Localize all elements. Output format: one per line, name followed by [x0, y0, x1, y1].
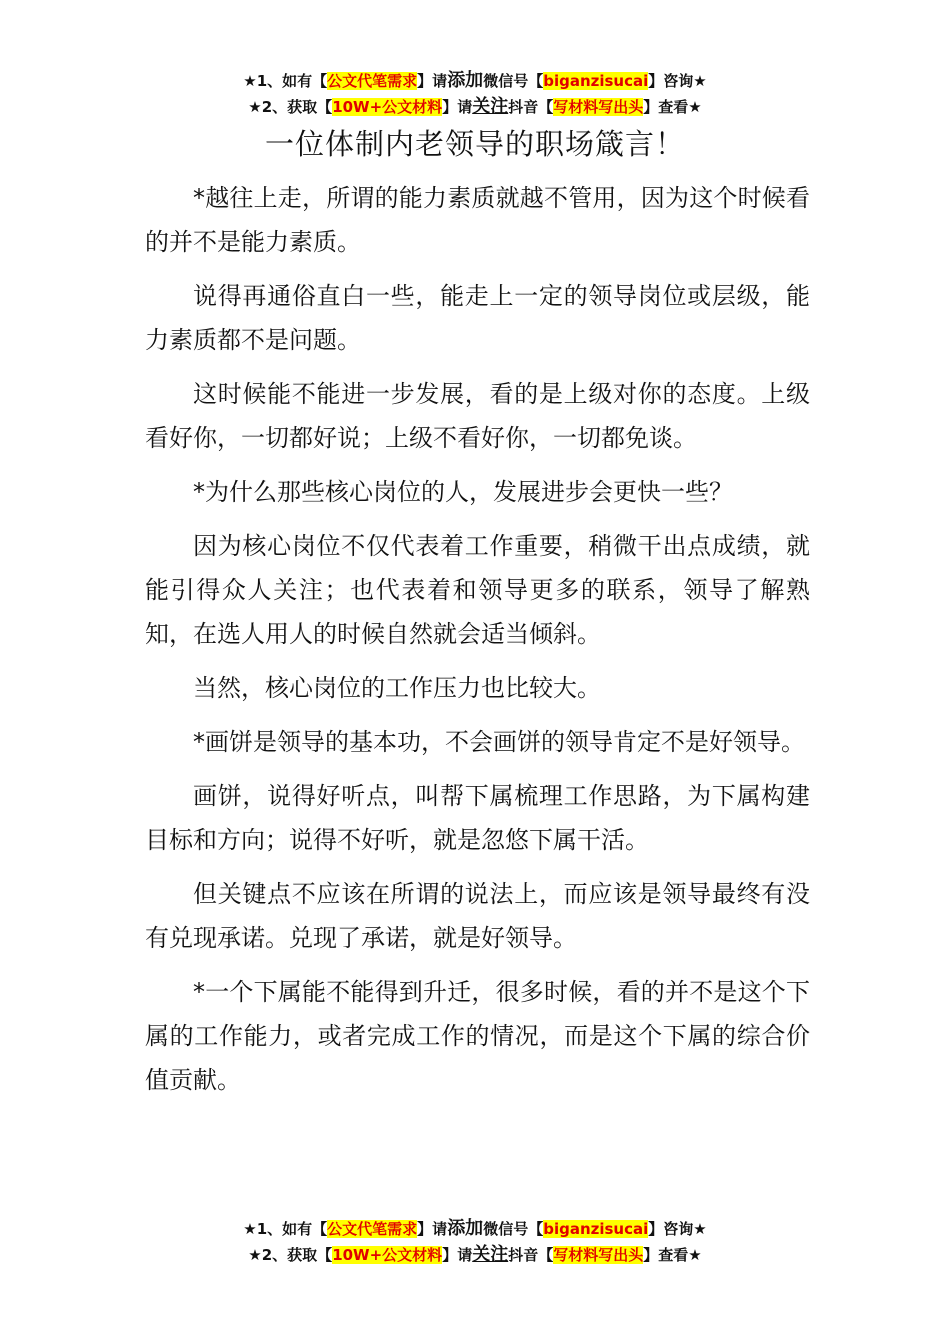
paragraph: 但关键点不应该在所谓的说法上，而应该是领导最终有没有兑现承诺。兑现了承诺，就是好领导。: [145, 880, 810, 952]
page-title: 一位体制内老领导的职场箴言！: [264, 127, 685, 161]
banner-line-2: ★2、获取【10W+公文材料】请关注抖音【写材料写出头】查看★: [248, 96, 702, 117]
emphasis-add: 添加: [447, 70, 484, 91]
paragraph: *为什么那些核心岗位的人，发展进步会更快一些？: [193, 478, 733, 506]
douyin-account: 写材料写出头: [553, 1246, 644, 1264]
paragraph: 说得再通俗直白一些，能走上一定的领导岗位或层级，能力素质都不是问题。: [145, 282, 810, 354]
paragraph: *越往上走，所谓的能力素质就越不管用，因为这个时候看的并不是能力素质。: [145, 184, 810, 256]
paragraph: 这时候能不能进一步发展，看的是上级对你的态度。上级看好你，一切都好说；上级不看好你，一切都免谈。: [145, 380, 810, 452]
promo-banner-top: [0, 68, 950, 120]
emphasis-follow: 关注: [472, 1244, 509, 1265]
paragraph: 因为核心岗位不仅代表着工作重要，稍微干出点成绩，就能引得众人关注；也代表着和领导更多的联系，领导了解熟知，在选人用人的时候自然就会适当倾斜。: [145, 532, 810, 648]
emphasis-follow: 关注: [472, 96, 509, 117]
douyin-account: 写材料写出头: [553, 98, 644, 116]
highlight-materials: 10W+公文材料: [332, 1246, 443, 1264]
promo-banner-bottom: [0, 1216, 950, 1268]
banner-line-2: ★2、获取【10W+公文材料】请关注抖音【写材料写出头】查看★: [248, 1244, 702, 1265]
wechat-id: biganzisucai: [543, 72, 649, 90]
emphasis-add: 添加: [447, 1218, 484, 1239]
paragraph: 当然，核心岗位的工作压力也比较大。: [193, 674, 601, 702]
paragraph: *一个下属能不能得到升迁，很多时候，看的并不是这个下属的工作能力，或者完成工作的情况，而是这个下属的综合价值贡献。: [145, 978, 810, 1094]
paragraph: *画饼是领导的基本功，不会画饼的领导肯定不是好领导。: [193, 728, 805, 756]
paragraph: 画饼，说得好听点，叫帮下属梳理工作思路，为下属构建目标和方向；说得不好听，就是忽悠下属干活。: [145, 782, 810, 854]
highlight-service: 公文代笔需求: [327, 72, 418, 90]
highlight-service: 公文代笔需求: [327, 1220, 418, 1238]
wechat-id: biganzisucai: [543, 1220, 649, 1238]
document-body: [145, 176, 810, 1112]
banner-line-1: ★1、如有【公文代笔需求】请添加微信号【biganzisucai】咨询★: [243, 1218, 707, 1239]
highlight-materials: 10W+公文材料: [332, 98, 443, 116]
banner-line-1: ★1、如有【公文代笔需求】请添加微信号【biganzisucai】咨询★: [243, 70, 707, 91]
